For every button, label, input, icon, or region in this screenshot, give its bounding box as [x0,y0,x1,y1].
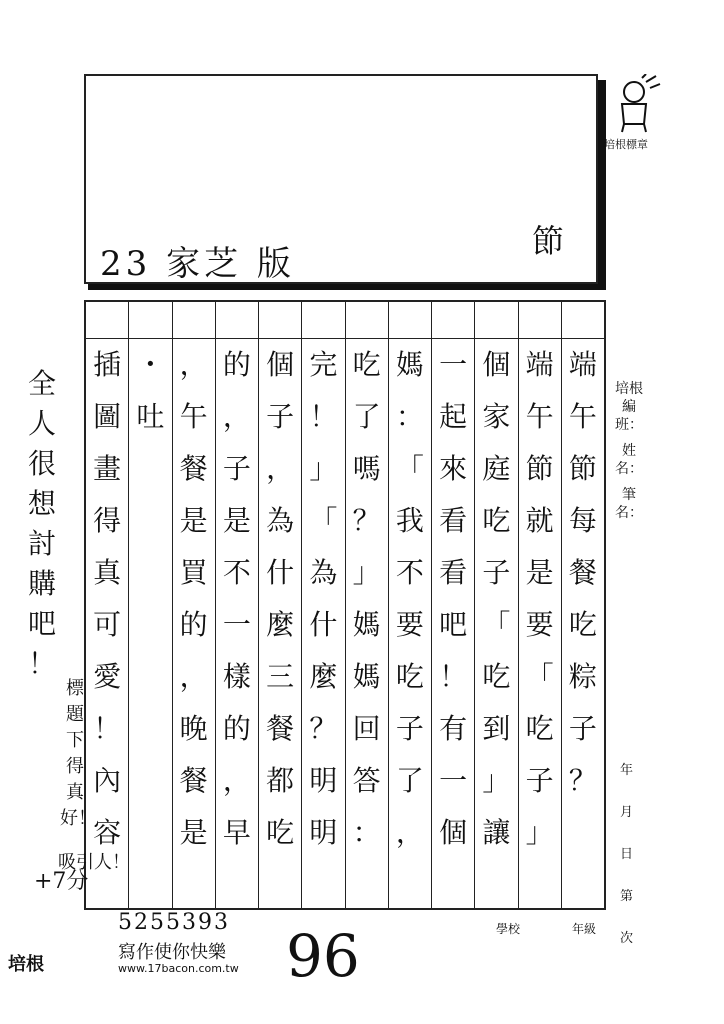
grid-cell: ！ [309,400,338,433]
grid-cell: 」 [525,816,554,849]
grid-cell: ， [179,660,208,693]
grid-cell: 吧 [439,608,468,641]
grid-cell: 家 [482,400,511,433]
phone-number: 5255393 [118,910,230,935]
grid-cell: ， [179,348,208,381]
grid-cell: 媽 [395,348,424,381]
grid-cell: 吃 [395,660,424,693]
grid-cell: ： [352,816,381,849]
mascot-icon [612,74,662,134]
grid-cell [562,807,604,859]
grid-column [518,302,561,908]
grid-cell: 可 [93,608,122,641]
grid-top-strip [129,302,171,339]
grid-cell: 插 [93,348,122,381]
grid-cell: 真 [93,556,122,589]
grid-cell: 不 [222,556,251,589]
grid-cell: ： [395,400,424,433]
grid-cell: 餐 [179,452,208,485]
grid-cell: 明 [309,816,338,849]
grid-cell: 要 [525,608,554,641]
grid-top-strip [86,302,128,339]
grid-cell: 畫 [93,452,122,485]
grid-cell: ， [222,400,251,433]
grid-cell: 一 [222,608,251,641]
grid-top-strip [432,302,474,339]
grid-cell: 來 [439,452,468,485]
grid-cell [129,495,171,547]
grid-cell: 「 [309,504,338,537]
label-year: 年 [620,763,634,778]
grid-cell: 吃 [482,504,511,537]
comment-char: ！ [27,647,56,680]
grid-cell: 一 [439,348,468,381]
grid-cell: 晚 [179,712,208,745]
grid-cell: 」 [309,452,338,485]
label-name: 姓名： [615,443,643,477]
grid-cell: 為 [309,556,338,589]
grid-column [474,302,517,908]
title-right: 節 [532,222,565,260]
score-bonus: +7分 [34,869,89,894]
grid-cell: 是 [179,504,208,537]
grid-top-strip [216,302,258,339]
grid-cell: 圖 [93,400,122,433]
comment-char: 很 [27,447,56,480]
grid-cell: 我 [395,504,424,537]
grid-cell: 個 [266,348,295,381]
grid-cell: 子 [395,712,424,745]
slogan: 寫作使你快樂 [118,942,226,963]
grid-cell: 餐 [568,556,597,589]
score-note: 吸引人！ [58,852,130,873]
grid-cell: 「 [395,452,424,485]
grid-column [561,302,604,908]
teacher-comment-secondary: 標題下得真好！ [60,678,96,829]
grid-cell: 子 [482,556,511,589]
grid-cell: 完 [309,348,338,381]
grid-cell: ， [222,764,251,797]
grid-cell: 有 [439,712,468,745]
grid-cell: 為 [266,504,295,537]
grid-cell: 端 [525,348,554,381]
grid-cell: 一 [439,764,468,797]
grid-cell: ， [395,816,424,849]
comment-char: 想 [27,487,56,520]
grid-cell [129,651,171,703]
grid-cell: 不 [395,556,424,589]
website-url: www.17bacon.com.tw [118,962,239,975]
grid-cell: 子 [266,400,295,433]
grid-cell: 吃 [266,816,295,849]
logo-label: 培根標章 [604,138,648,151]
grid-cell: ！ [439,660,468,693]
grid-cell [129,755,171,807]
grid-cell: 子 [222,452,251,485]
grid-cell: 餐 [179,764,208,797]
grid-cell: 什 [266,556,295,589]
grid-cell: 「 [525,660,554,693]
grid-cell [129,703,171,755]
grid-top-strip [389,302,431,339]
grid-cell: 是 [222,504,251,537]
grid-cell: 吐 [136,400,165,433]
grid-cell: 都 [266,764,295,797]
grid-cell: 什 [309,608,338,641]
essay-title: 23 家芝 版 [100,244,295,284]
grid-cell: 媽 [352,660,381,693]
grid-cell: 是 [179,816,208,849]
grid-cell: 愛 [93,660,122,693]
brand-stamp: 培根 [8,954,44,975]
label-class: 培根編班： [615,381,643,433]
grid-cell: ， [266,452,295,485]
grid-top-strip [475,302,517,339]
grid-cell: ？ [352,504,381,537]
grid-cell: 粽 [568,660,597,693]
grid-cell: 的 [222,348,251,381]
grid-column [301,302,344,908]
grid-cell: 的 [179,608,208,641]
date-labels [620,750,633,960]
grid-cell: 節 [525,452,554,485]
grid-cell [129,547,171,599]
grid-cell: 讓 [482,816,511,849]
grid-cell: 早 [222,816,251,849]
grid-cell: 個 [482,348,511,381]
grid-cell: 到 [482,712,511,745]
grid-top-strip [346,302,388,339]
grid-cell [129,599,171,651]
grid-cell: 要 [395,608,424,641]
grid-cell: 是 [525,556,554,589]
writing-grid [84,300,606,910]
grid-cell: 得 [93,504,122,537]
grid-top-strip [302,302,344,339]
comment-char: 人 [27,407,56,440]
grid-cell: 」 [482,764,511,797]
grid-cell: 吃 [525,712,554,745]
grid-column [128,302,171,908]
grid-cell: 嗎 [352,452,381,485]
grid-cell: 午 [179,400,208,433]
grid-cell: 了 [395,764,424,797]
grid-cell: 麼 [266,608,295,641]
grid-cell: 麼 [309,660,338,693]
grid-cell: 三 [266,660,295,693]
grid-cell: 午 [525,400,554,433]
label-no: 第 [620,889,634,904]
grid-cell: 媽 [352,608,381,641]
grid-cell: 節 [568,452,597,485]
grid-cell: 吃 [352,348,381,381]
comment-char: 吧 [27,607,56,640]
grade-label: 年級 [572,922,597,936]
grid-cell: 子 [525,764,554,797]
grid-cell [129,807,171,859]
label-times: 次 [620,931,634,946]
teacher-comment [22,364,62,684]
grid-cell: 容 [93,816,122,849]
grid-cell: ！ [93,712,122,745]
grid-cell: 庭 [482,452,511,485]
side-labels [614,380,644,530]
comment-char: 全 [27,367,56,400]
label-month: 月 [620,805,634,820]
grid-cell: 答 [352,764,381,797]
grid-cell: 的 [222,712,251,745]
grid-cell: 每 [568,504,597,537]
grid-cell: 吃 [482,660,511,693]
grid-cell: 午 [568,400,597,433]
grid-cell: 看 [439,504,468,537]
label-day: 日 [620,847,634,862]
grid-column [388,302,431,908]
grid-cell: 端 [568,348,597,381]
grid-cell: 買 [179,556,208,589]
grid-cell: 餐 [266,712,295,745]
grid-cell: 吃 [568,608,597,641]
title-box-shadow [598,80,606,286]
grid-cell: 子 [568,712,597,745]
grid-cell: 內 [93,764,122,797]
grid-cell: 樣 [222,660,251,693]
handwritten-grade: 96 [286,922,360,990]
grid-column [172,302,215,908]
grid-top-strip [519,302,561,339]
comment-char: 討 [27,527,56,560]
grid-column [215,302,258,908]
grid-column [258,302,301,908]
grid-cell: 就 [525,504,554,537]
grid-cell: ？ [568,764,597,797]
grid-cell: 看 [439,556,468,589]
comment-char: 購 [27,567,56,600]
grid-cell: 起 [439,400,468,433]
label-penname: 筆名： [615,487,643,521]
grid-top-strip [562,302,604,339]
grid-cell: 」 [352,556,381,589]
school-label: 學校 [496,922,521,936]
grid-column [431,302,474,908]
grid-column [345,302,388,908]
grid-top-strip [173,302,215,339]
grid-cell: 個 [439,816,468,849]
grid-top-strip [259,302,301,339]
grid-cell: 「 [482,608,511,641]
grid-cell: ？ [309,712,338,745]
grid-cell: ・ [136,348,165,381]
grid-cell: 明 [309,764,338,797]
grid-cell [129,443,171,495]
grid-cell: 了 [352,400,381,433]
grid-cell: 回 [352,712,381,745]
